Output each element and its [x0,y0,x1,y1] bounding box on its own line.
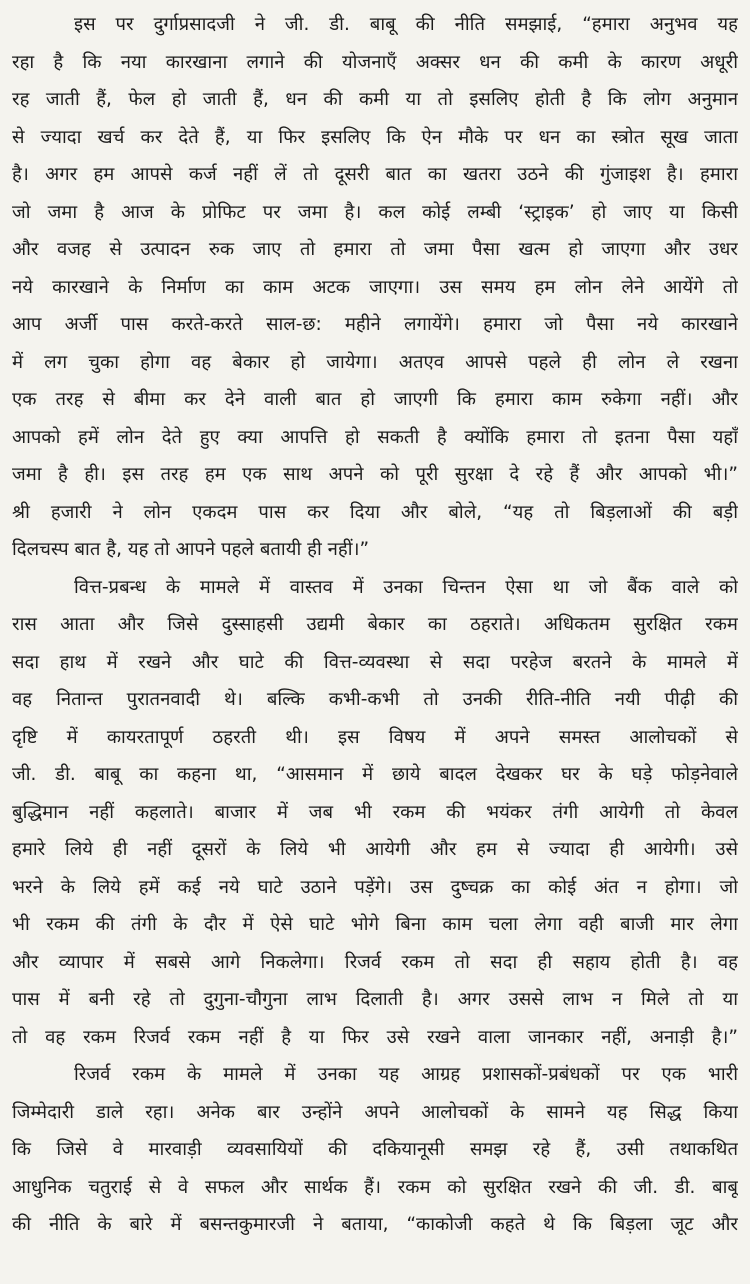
text-line-14: श्री हजारी ने लोन एकदम पास कर दिया और बोले, “यह तो बिड़लाओं की बड़ी [12,501,738,523]
text-line-23: हमारे लिये ही नहीं दूसरों के लिये भी आयेगी और हम से ज्यादा ही आयेगी। उसे [12,839,738,860]
text-line-17: रास आता और जिसे दुस्साहसी उद्यमी बेकार का ठहराते। अधिकतम सुरक्षित रकम [12,614,738,635]
text-line-10: में लग चुका होगा वह बेकार हो जायेगा। अतएव आपसे पहले ही लोन ले रखना [12,351,738,373]
text-line-7: और वजह से उत्पादन रुक जाए तो हमारा तो जमा पैसा खत्म हो जाएगा और उधर [12,239,738,260]
text-line-21: जी. डी. बाबू का कहना था, “आसमान में छाये बादल देखकर घर के घड़े फोड़नेवाले [12,764,738,785]
text-line-9: आप अर्जी पास करते-करते साल-छ: महीने लगायेंगे। हमारा जो पैसा नये कारखाने [12,314,738,335]
text-line-15: दिलचस्प बात है, यह तो आपने पहले बतायी ही नहीं।” [12,539,370,560]
text-line-4: से ज्यादा खर्च कर देते हैं, या फिर इसलिए कि ऐन मौके पर धन का स्त्रोत सूख जाता [12,126,738,148]
text-line-30: जिम्मेदारी डाले रहा। अनेक बार उन्होंने अपने आलोचकों के सामने यह सिद्ध किया [12,1101,738,1123]
text-line-29: रिजर्व रकम के मामले में उनका यह आग्रह प्रशासकों-प्रबंधकों पर एक भारी [74,1064,738,1085]
text-line-25: भी रकम की तंगी के दौर में ऐसे घाटे भोगे बिना काम चला लेगा वही बाजी मार लेगा [12,914,738,935]
text-line-16: वित्त-प्रबन्ध के मामले में वास्तव में उनका चिन्तन ऐसा था जो बैंक वाले को [74,576,738,598]
text-line-13: जमा है ही। इस तरह हम एक साथ अपने को पूरी सुरक्षा दे रहे हैं और आपको भी।” [12,464,738,485]
text-line-8: नये कारखाने के निर्माण का काम अटक जाएगा। उस समय हम लोन लेने आयेंगे तो [12,276,738,298]
text-line-33: की नीति के बारे में बसन्तकुमारजी ने बताया, “काकोजी कहते थे कि बिड़ला जूट और [12,1214,738,1235]
text-line-6: जो जमा है आज के प्रोफिट पर जमा है। कल कोई लम्बी ‘स्ट्राइक’ हो जाए या किसी [12,201,738,223]
text-line-19: वह नितान्त पुरातनवादी थे। बल्कि कभी-कभी तो उनकी रीति-नीति नयी पीढ़ी की [12,689,738,710]
text-line-3: रह जाती हैं, फेल हो जाती हैं, धन की कमी या तो इसलिए होती है कि लोग अनुमान [12,89,738,110]
text-line-26: और व्यापार में सबसे आगे निकलेगा। रिजर्व रकम तो सदा ही सहाय होती है। वह [12,951,738,973]
text-line-5: है। अगर हम आपसे कर्ज नहीं लें तो दूसरी बात का खतरा उठने की गुंजाइश है। हमारा [12,164,738,185]
text-line-2: रहा है कि नया कारखाना लगाने की योजनाएँ अक्सर धन की कमी के कारण अधूरी [12,51,738,73]
text-line-27: पास में बनी रहे तो दुगुना-चौगुना लाभ दिलाती है। अगर उससे लाभ न मिले तो या [12,989,738,1010]
text-line-1: इस पर दुर्गाप्रसादजी ने जी. डी. बाबू की नीति समझाई, “हमारा अनुभव यह [74,14,738,35]
text-line-24: भरने के लिये हमें कई नये घाटे उठाने पड़ेंगे। उस दुष्चक्र का कोई अंत न होगा। जो [12,876,738,898]
text-line-12: आपको हमें लोन देते हुए क्या आपत्ति हो सकती है क्योंकि हमारा तो इतना पैसा यहाँ [12,426,738,448]
text-line-20: दृष्टि में कायरतापूर्ण ठहरती थी। इस विषय में अपने समस्त आलोचकों से [12,726,738,748]
text-line-22: बुद्धिमान नहीं कहलाते। बाजार में जब भी रकम की भयंकर तंगी आयेगी तो केवल [12,801,738,823]
text-line-28: तो वह रकम रिजर्व रकम नहीं है या फिर उसे रखने वाला जानकार नहीं, अनाड़ी है।” [12,1026,738,1048]
text-line-18: सदा हाथ में रखने और घाटे की वित्त-व्यवस्था से सदा परहेज बरतने के मामले में [12,651,738,673]
text-line-11: एक तरह से बीमा कर देने वाली बात हो जाएगी कि हमारा काम रुकेगा नहीं। और [12,389,738,410]
text-line-32: आधुनिक चतुराई से वे सफल और सार्थक हैं। रकम को सुरक्षित रखने की जी. डी. बाबू [12,1176,738,1198]
text-line-31: कि जिसे वे मारवाड़ी व्यवसायियों की दकियानूसी समझ रहे हैं, उसी तथाकथित [12,1139,738,1160]
